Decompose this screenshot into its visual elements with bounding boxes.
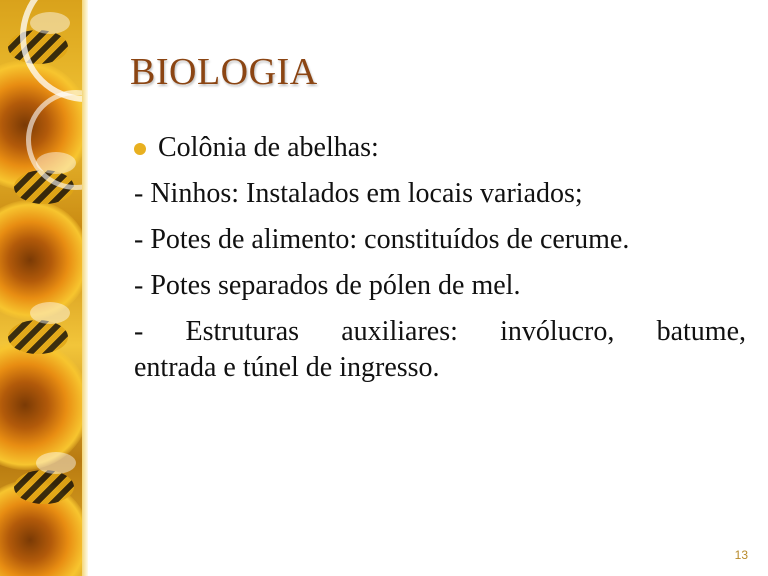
text-line: - Potes de alimento: constituídos de cerume.: [134, 224, 630, 255]
bullet-dot-icon: [134, 143, 146, 155]
text-line: entrada e túnel de ingresso.: [134, 352, 440, 383]
bee-wing-image: [30, 302, 70, 324]
page-number: 13: [734, 548, 748, 562]
bullet-text: Colônia de abelhas:: [158, 132, 379, 163]
bee-image: [14, 470, 74, 504]
bee-image: [8, 320, 68, 354]
sunflower-image: [0, 340, 86, 470]
bee-wing-image: [36, 452, 76, 474]
bullet-item: [134, 130, 746, 166]
text-paragraph: [134, 314, 746, 386]
slide-content: [134, 130, 746, 386]
text-line: - Estruturas auxiliares: invólucro, batume,: [134, 316, 746, 347]
strip-edge: [82, 0, 88, 576]
bee-flower-strip-image: [0, 0, 86, 576]
text-line: - Ninhos: Instalados em locais variados;: [134, 178, 583, 209]
text-line: - Potes separados de pólen de mel.: [134, 270, 521, 301]
slide-title: BIOLOGIA: [130, 51, 318, 93]
